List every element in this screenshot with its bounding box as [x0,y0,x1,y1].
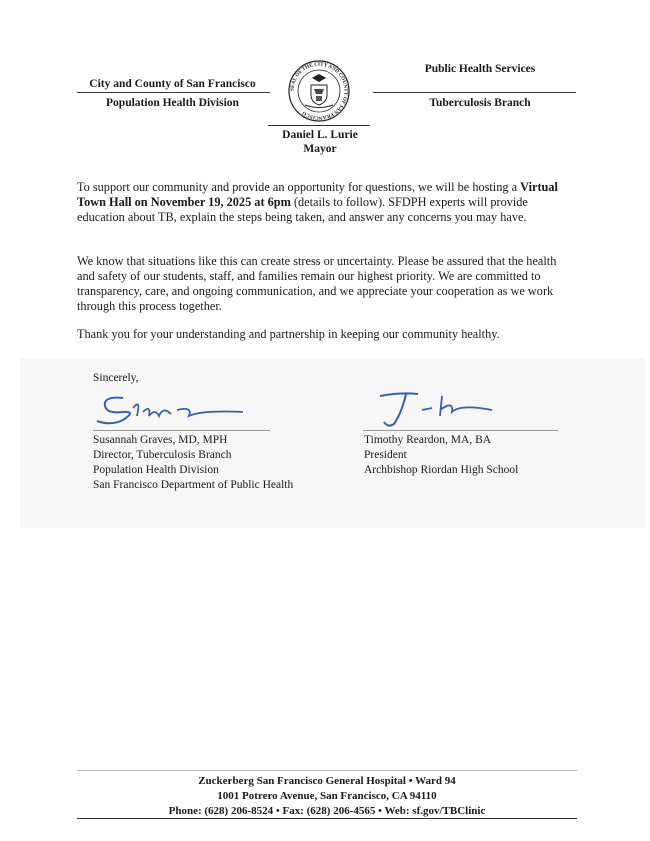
signer-school: Archbishop Riordan High School [364,464,519,476]
mayor-name: Daniel L. Lurie [282,129,358,141]
mayor-title: Mayor [303,143,337,155]
signer-name: Timothy Reardon, MA, BA [364,434,492,446]
paragraph-reassurance: We know that situations like this can create stress or uncertainty. Please be assured that the health and safety of our students, staff, and families remain our highest priority. We are committed to transparency, care, and ongoing communication, and we appreciate your cooperation as we work through this process together. [77,254,557,313]
mayor-rule [268,125,370,126]
footer-contact: Phone: (628) 206-8524 • Fax: (628) 206-4565 • Web: sf.gov/TBClinic [168,805,486,817]
footer-address: 1001 Potrero Avenue, San Francisco, CA 94110 [217,790,437,802]
branch-name: Tuberculosis Branch [429,97,531,109]
town-hall-date: Virtual Town Hall on November 19, 2025 at 6pm [77,180,558,209]
services-name: Public Health Services [424,63,536,75]
town-hall-details: (details to follow). SFDPH experts will provide education about TB, explain the steps being taken, and answer any concerns you may have. [77,195,528,224]
signer-block-graves [93,433,293,493]
footer-hospital: Zuckerberg San Francisco General Hospital • Ward 94 [198,775,456,787]
division-name: Population Health Division [106,97,239,109]
paragraph-town-hall [77,180,577,225]
signer-division: Population Health Division [93,464,219,476]
signer-name: Susannah Graves, MD, MPH [93,434,228,446]
signer-title: President [364,449,407,461]
city-seal-icon [278,58,360,124]
footer-rule-bottom [77,818,577,819]
footer-rule-top [77,770,577,771]
closing: Sincerely, [93,372,139,384]
signer-department: San Francisco Department of Public Health [93,479,294,491]
paragraph-thanks: Thank you for your understanding and partnership in keeping our community healthy. [77,327,500,341]
signer-block-reardon [364,433,518,478]
footer [77,774,577,819]
signature-graves [93,388,273,432]
signer-title: Director, Tuberculosis Branch [93,449,232,461]
signature-line-reardon [363,430,558,431]
header-rule-left [77,92,270,93]
org-name: City and County of San Francisco [89,78,256,90]
header-rule-right [373,92,576,93]
signature-reardon [370,386,560,430]
signature-line-graves [93,430,270,431]
town-hall-intro: To support our community and provide an opportunity for questions, we will be hosting a [77,180,521,194]
svg-text:SEAL OF THE CITY AND COUNTY OF: SEAL OF THE CITY AND COUNTY OF SAN FRANCISCO [289,61,349,121]
